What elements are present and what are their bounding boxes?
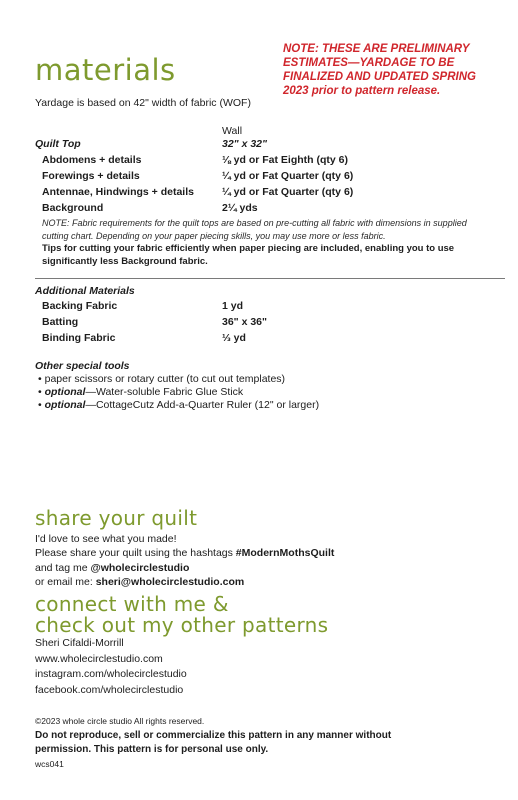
quilt-top-label: Quilt Top xyxy=(35,138,81,150)
list-item xyxy=(38,386,319,399)
row-label: Binding Fabric xyxy=(42,332,116,344)
section-divider xyxy=(35,278,505,279)
instagram-link[interactable]: instagram.com/wholecirclestudio xyxy=(35,668,187,680)
tools-list xyxy=(38,373,319,412)
row-value: ⅓ yd xyxy=(222,332,246,344)
email-address: sheri@wholecirclestudio.com xyxy=(95,575,245,588)
bullet: • xyxy=(38,399,42,411)
row-value: 36" x 36" xyxy=(222,316,267,328)
row-label: Antennae, Hindwings + details xyxy=(42,186,194,198)
row-value: ¼ yd or Fat Quarter (qty 6) xyxy=(222,170,354,182)
quilt-dimensions: 32" x 32" xyxy=(222,138,267,150)
page-title: materials xyxy=(35,53,176,87)
row-value: 2¼ yds xyxy=(222,202,258,214)
share-line-text: and tag me xyxy=(35,561,91,574)
row-value: ⅛ yd or Fat Eighth (qty 6) xyxy=(222,154,349,166)
share-heading: share your quilt xyxy=(35,506,198,530)
facebook-link[interactable]: facebook.com/wholecirclestudio xyxy=(35,683,184,696)
tool-text: —Water-soluble Fabric Glue Stick xyxy=(85,386,244,398)
yardage-basis: Yardage is based on 42" width of fabric (WOF) xyxy=(35,97,251,109)
share-line xyxy=(35,561,334,575)
optional-tag: optional xyxy=(44,399,86,411)
list-item xyxy=(38,399,319,412)
row-label: Abdomens + details xyxy=(42,154,142,166)
hashtag: #ModernMothsQuilt xyxy=(235,547,335,560)
row-label: Backing Fabric xyxy=(42,300,118,312)
share-line xyxy=(35,546,334,560)
instagram-handle: @wholecirclestudio xyxy=(90,561,190,574)
bullet: • xyxy=(38,386,42,398)
row-label: Batting xyxy=(42,316,79,328)
connect-heading-line: connect with me & xyxy=(35,592,229,616)
share-line xyxy=(35,575,334,589)
share-line-text: Please share your quilt using the hashtags xyxy=(35,547,236,560)
website-link[interactable]: www.wholecirclestudio.com xyxy=(35,652,163,665)
preliminary-note: NOTE: THESE ARE PRELIMINARY ESTIMATES—YARDAGE TO BE FINALIZED AND UPDATED SPRING 2023 prior to pattern release. xyxy=(283,43,476,97)
tool-text: paper scissors or rotary cutter (to cut out templates) xyxy=(44,373,286,385)
row-label: Background xyxy=(42,202,104,214)
additional-materials-label: Additional Materials xyxy=(35,285,135,297)
share-line: I'd love to see what you made! xyxy=(35,533,177,545)
legal-notice: Do not reproduce, sell or commercialize this pattern in any manner without permission. This pattern is for personal use only. xyxy=(35,730,392,755)
copyright: ©2023 whole circle studio All rights reserved. xyxy=(35,716,205,726)
share-line-text: or email me: xyxy=(35,575,96,588)
connect-heading xyxy=(35,594,328,636)
contact-list xyxy=(35,636,187,698)
special-tools-label: Other special tools xyxy=(35,360,130,372)
connect-heading-line: check out my other patterns xyxy=(35,613,329,637)
share-text xyxy=(35,532,334,589)
row-value: ¼ yd or Fat Quarter (qty 6) xyxy=(222,186,354,198)
row-label: Forewings + details xyxy=(42,170,140,182)
bullet: • xyxy=(38,373,42,385)
row-value: 1 yd xyxy=(222,300,244,312)
list-item xyxy=(38,373,319,386)
pattern-code: wcs041 xyxy=(35,759,64,769)
tool-text: —CottageCutz Add-a-Quarter Ruler (12" or larger) xyxy=(85,399,320,411)
fabric-requirements-note: NOTE: Fabric requirements for the quilt tops are based on pre-cutting all fabric with dimensions in supplied cutting chart. Depending on your paper piecing skills, you may use more or less fabric. xyxy=(42,218,467,241)
size-column-header: Wall xyxy=(222,125,243,137)
optional-tag: optional xyxy=(44,386,86,398)
cutting-tips-note: Tips for cutting your fabric efficiently when paper piecing are included, enabling you to use significantly less Background fabric. xyxy=(42,243,455,267)
designer-name: Sheri Cifaldi-Morrill xyxy=(35,637,124,649)
